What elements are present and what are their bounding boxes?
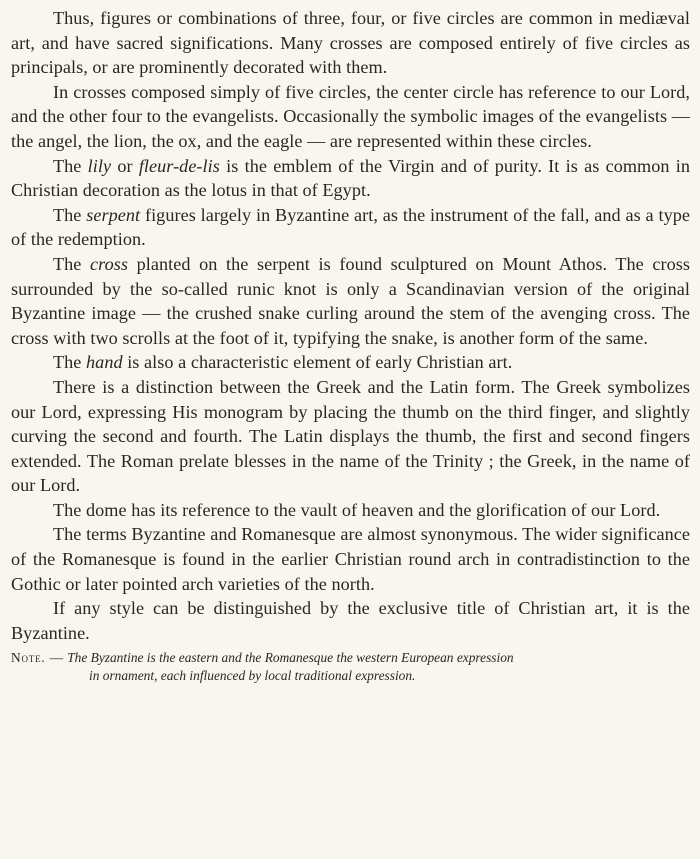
footnote-label: Note. — — [11, 650, 64, 666]
paragraph — [11, 522, 690, 596]
italic-term: fleur-de-lis — [138, 155, 220, 176]
footnote-text-line-2: in ornament, each influenced by local traditional expression. — [89, 668, 416, 684]
paragraph-text: The — [53, 204, 87, 225]
paragraph — [11, 252, 690, 350]
paragraph — [11, 498, 690, 523]
paragraph-text: If any style can be distinguished by the exclusive title of Christian art, it is the Byzantine. — [11, 598, 690, 643]
paragraph — [11, 375, 690, 498]
paragraph — [11, 203, 690, 252]
paragraph — [11, 350, 690, 375]
footnote — [11, 649, 690, 685]
paragraph-text: planted on the serpent is found sculptured on Mount Athos. The cross surrounded by the so-called runic knot is only a Scandinavian version of the original Byzantine image — the crushed snake curling around the stem of the avenging cross. The cross with two scrolls at the foot of it, typifying the snake, is another form of the same. — [11, 253, 690, 348]
paragraph — [11, 154, 690, 203]
body-text — [11, 6, 690, 645]
paragraph-text: is also a characteristic element of early Christian art. — [122, 352, 513, 373]
italic-term: cross — [90, 253, 129, 274]
paragraph-text: The — [53, 155, 88, 176]
paragraph-text: or — [111, 155, 139, 176]
italic-term: lily — [87, 155, 112, 176]
paragraph-text: figures largely in Byzantine art, as the instrument of the fall, and as a type of the redemption. — [11, 204, 690, 250]
italic-term: hand — [86, 352, 123, 373]
paragraph-text: The dome has its reference to the vault of heaven and the glorification of our Lord. — [53, 499, 661, 520]
paragraph — [11, 6, 690, 80]
paragraph-text: In crosses composed simply of five circles, the center circle has reference to our Lord, and the other four to the evangelists. Occasionally the symbolic images of the evangelists — the angel, the lion, the ox, and the eagle — are represented within these circles. — [11, 81, 690, 151]
paragraph-text: There is a distinction between the Greek and the Latin form. The Greek symbolizes our Lord, expressing His monogram by placing the thumb on the third finger, and slightly curving the second and fourth. The Latin displays the thumb, the first and second fingers extended. The Roman prelate blesses in the name of the Trinity ; the Greek, in the name of our Lord. — [11, 376, 690, 496]
paragraph-text: The — [53, 352, 87, 373]
paragraph-text: is the emblem of the Virgin and of purity. It is as common in Christian decoration as the lotus in that of Egypt. — [11, 155, 690, 201]
footnote-text-line-1: The Byzantine is the eastern and the Romanesque the western European expression — [67, 650, 514, 666]
italic-term: serpent — [86, 204, 141, 225]
paragraph-text: The terms Byzantine and Romanesque are almost synonymous. The wider significance of the Romanesque is found in the earlier Christian round arch in contradistinction to the Gothic or later pointed arch varieties of the north. — [11, 524, 690, 594]
paragraph — [11, 80, 690, 154]
paragraph-text: The — [53, 253, 91, 274]
paragraph — [11, 596, 690, 645]
paragraph-text: Thus, figures or combinations of three, four, or five circles are common in mediæval art, and have sacred significations. Many crosses are composed entirely of five circles as principals, or are prominently decorated with them. — [11, 8, 690, 78]
